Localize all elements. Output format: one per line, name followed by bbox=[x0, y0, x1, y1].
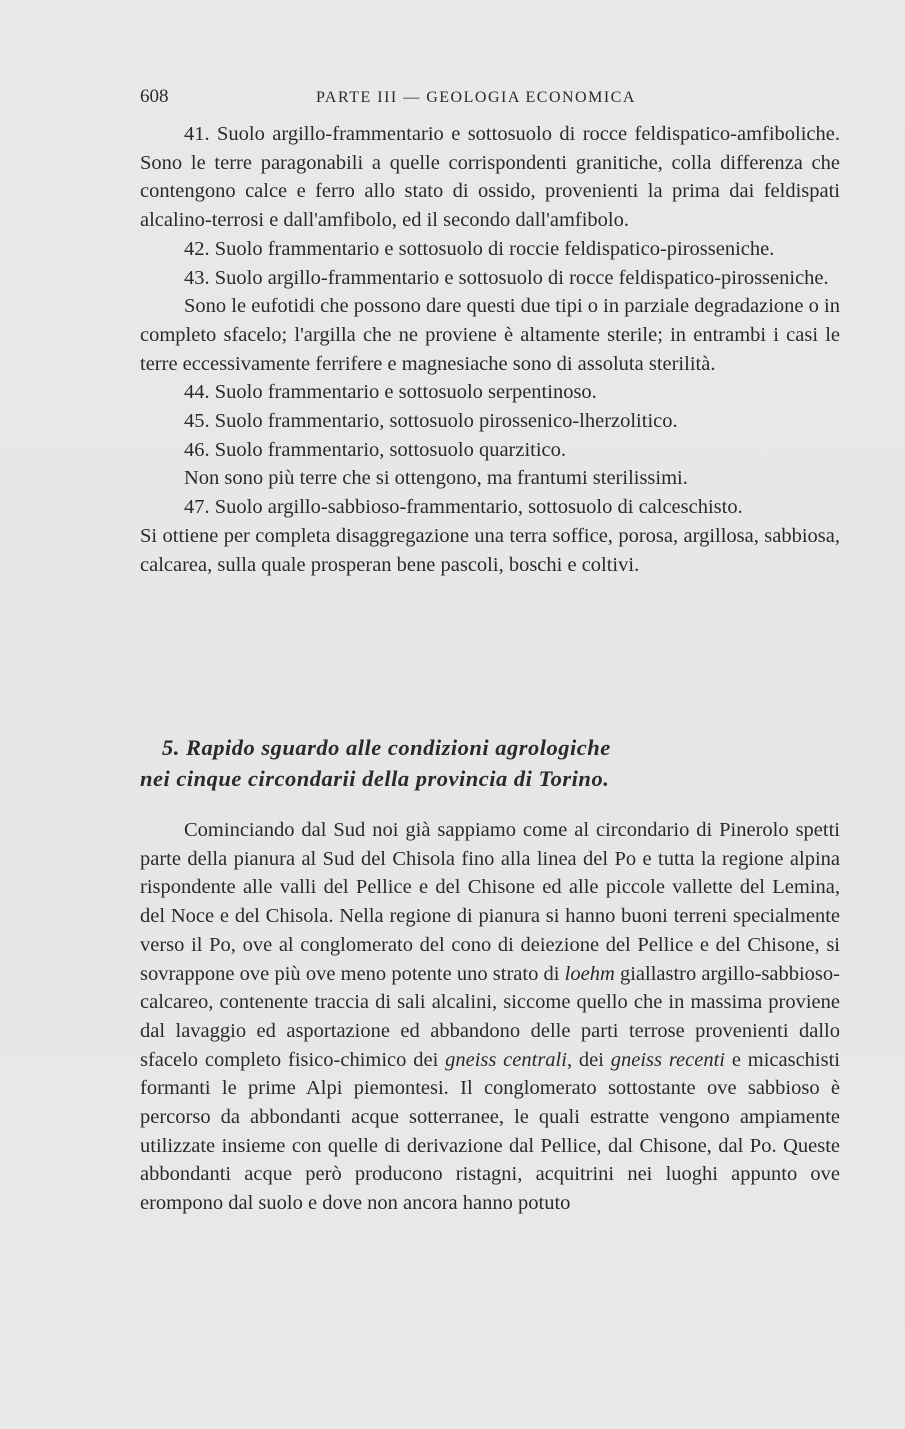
term-gneiss-centrali: gneiss centrali bbox=[445, 1048, 567, 1071]
paragraph-eufotidi: Sono le eufotidi che possono dare questi due tipi o in parziale degradazione o in completo sfacelo; l'argilla che ne proviene è altamente sterile; in entrambi i casi le terre eccessivamente ferrifere e magnesiache sono di assoluta sterilità. bbox=[140, 295, 840, 375]
soil-list-block bbox=[140, 120, 840, 579]
body-text-1: Cominciando dal Sud noi già sappiamo come al circondario di Pinerolo spetti parte della pianura al Sud del Chisola fino alla linea del Po e tutta la regione alpina rispondente alle valli del Pellice e del Chisone ed alle piccole vallette del Lemina, del Noce e del Chisola. Nella regione di pianura si hanno buoni terreni specialmente verso il Po, ove al conglomerato del cono di deiezione del Pellice e del Chisone, si sovrappone ove più ove meno potente uno strato di bbox=[140, 819, 840, 985]
body-paragraph bbox=[140, 816, 840, 1218]
paragraph-calceschisto: Si ottiene per completa disaggregazione una terra soffice, porosa, argillosa, sabbiosa, calcarea, sulla quale prosperan bene pascoli, boschi e coltivi. bbox=[140, 524, 840, 576]
paragraph-43: 43. Suolo argillo-frammentario e sottosuolo di rocce feldispatico-pirosseniche. bbox=[184, 266, 829, 289]
section-heading-line-2: nei cinque circondarii della provincia di Torino. bbox=[140, 766, 610, 791]
body-text-3: , dei bbox=[566, 1048, 611, 1071]
paragraph-46: 46. Suolo frammentario, sottosuolo quarzitico. bbox=[184, 438, 567, 461]
running-header bbox=[140, 86, 840, 116]
running-title: PARTE III — GEOLOGIA ECONOMICA bbox=[316, 89, 636, 106]
paragraph-41: 41. Suolo argillo-frammentario e sottosuolo di rocce feldispatico-amfiboliche. Sono le terre paragonabili a quelle corrispondenti granitiche, colla differenza che contengono calce e ferro allo stato di ossido, provenienti la prima dai feldispati alcalino-terrosi e dall'amfibolo, ed il secondo dall'amfibolo. bbox=[140, 123, 840, 232]
term-loehm: loehm bbox=[564, 962, 615, 985]
paragraph-47: 47. Suolo argillo-sabbioso-frammentario, sottosuolo di calceschisto. bbox=[184, 496, 743, 519]
section-heading bbox=[140, 732, 850, 794]
body-text-4: e micaschisti formanti le prime Alpi piemontesi. Il conglomerato sottostante ove sabbioso è percorso da abbondanti acque sotterranee, le quali estratte vengono ampiamente utilizzate insieme con quelle di derivazione dal Pellice, dal Chisone, dal Po. Queste abbondanti acque però producono ristagni, acquitrini nei luoghi appunto ove erompono dal suolo e dove non ancora hanno potuto bbox=[140, 1048, 840, 1215]
paragraph-44: 44. Suolo frammentario e sottosuolo serpentinoso. bbox=[184, 381, 597, 404]
body-text-2: giallastro argillo-sabbioso-calcareo, contenente traccia di sali alcalini, siccome quello che in massima proviene dal lavaggio ed asportazione ed abbandono delle parti terrose provenienti dallo sfacelo completo fisico-chimico dei bbox=[140, 962, 840, 1071]
term-gneiss-recenti: gneiss recenti bbox=[610, 1048, 725, 1071]
paragraph-45: 45. Suolo frammentario, sottosuolo pirossenico-lherzolitico. bbox=[184, 410, 678, 433]
section-heading-line-1: 5. Rapido sguardo alle condizioni agrologiche bbox=[162, 735, 611, 760]
paragraph-frantumi: Non sono più terre che si ottengono, ma frantumi sterilissimi. bbox=[184, 467, 688, 490]
section-body bbox=[140, 816, 840, 1218]
paragraph-42: 42. Suolo frammentario e sottosuolo di roccie feldispatico-pirosseniche. bbox=[184, 237, 775, 260]
page-number: 608 bbox=[140, 86, 169, 107]
